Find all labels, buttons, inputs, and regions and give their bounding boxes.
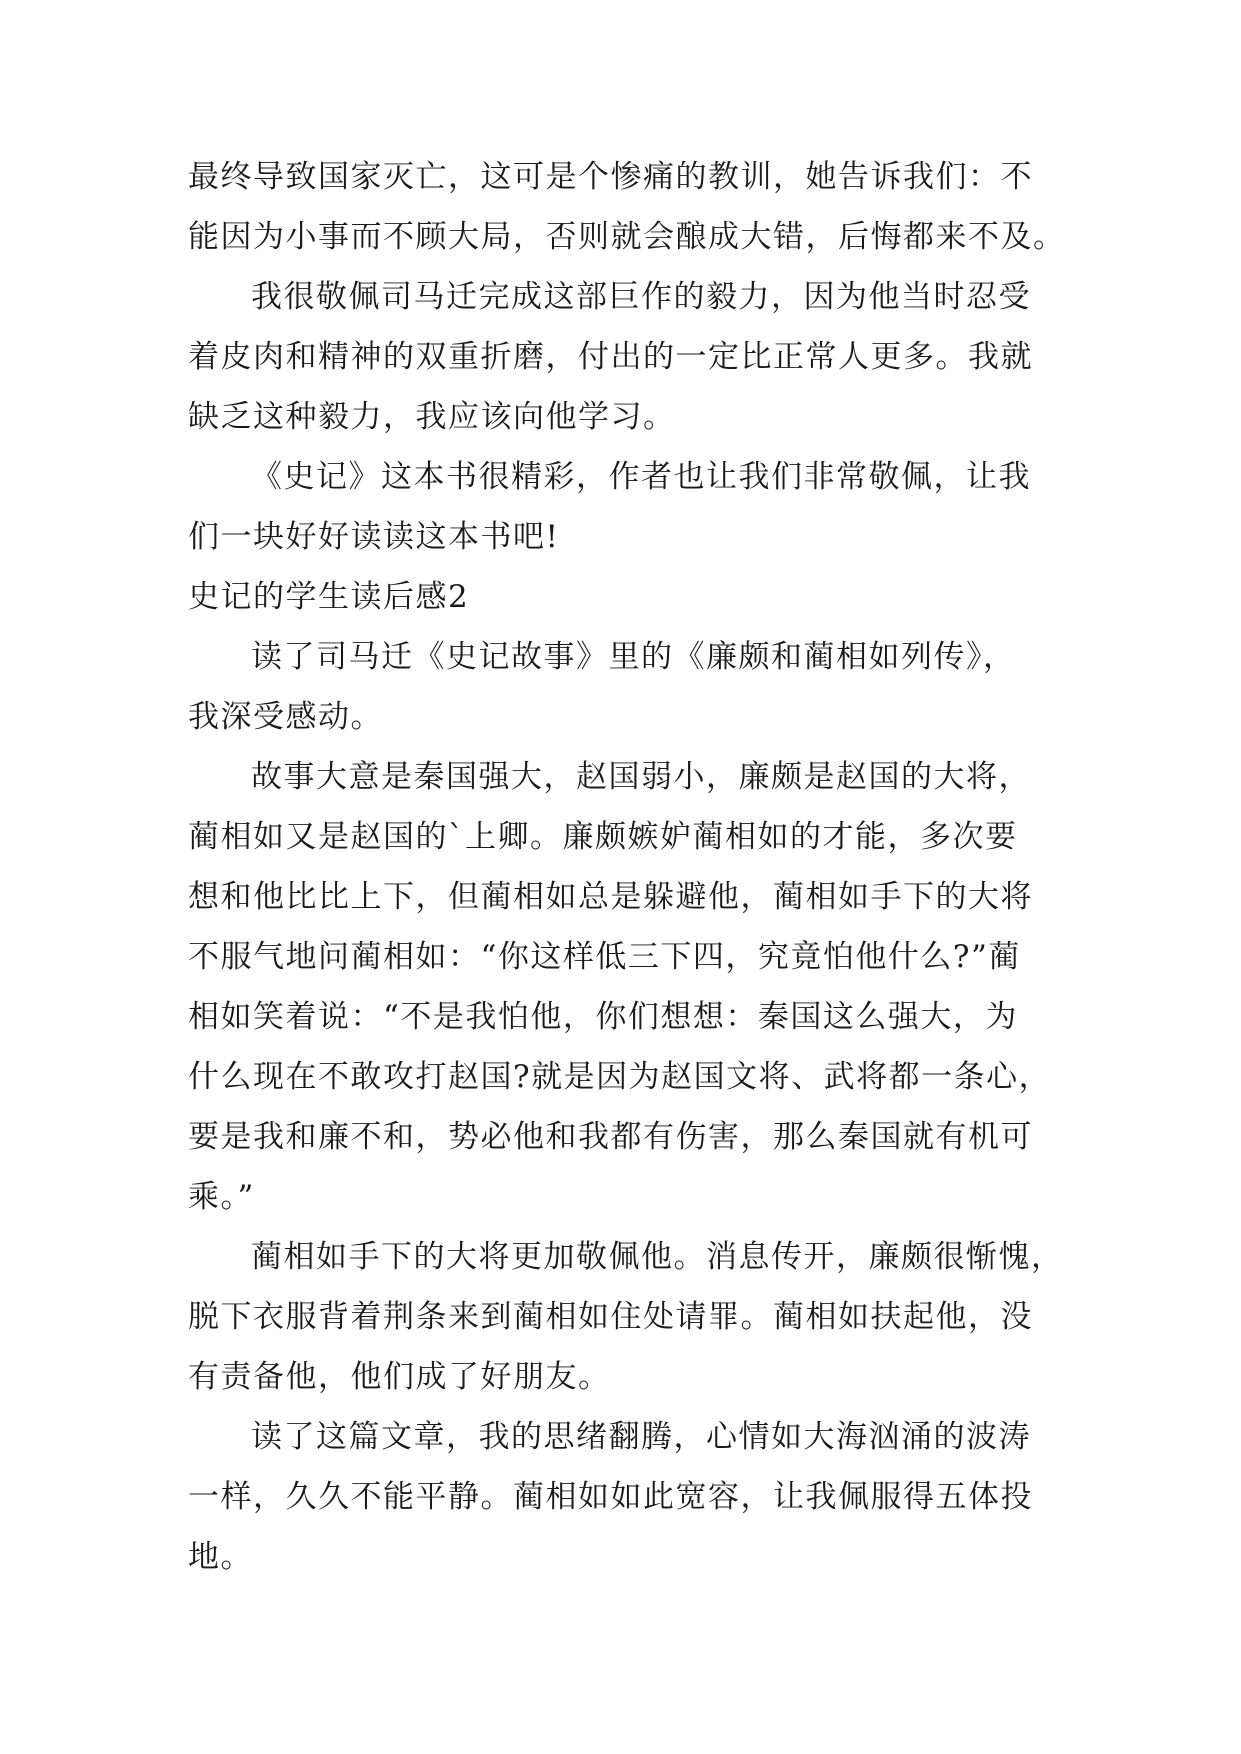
- paragraph-first-line: 《史记》这本书很精彩，作者也让我们非常敬佩，让我: [251, 459, 1031, 495]
- body-text-line: 缺乏这种毅力，我应该向他学习。: [188, 399, 676, 435]
- paragraph-first-line: 故事大意是秦国强大，赵国弱小，廉颇是赵国的大将，: [251, 759, 1031, 795]
- body-text-line: 乘。”: [188, 1179, 255, 1215]
- paragraph-first-line: 读了司马迁《史记故事》里的《廉颇和蔺相如列传》，: [251, 639, 1016, 675]
- paragraph-first-line: 蔺相如手下的大将更加敬佩他。消息传开，廉颇很惭愧，: [251, 1239, 1064, 1275]
- body-text-line: 相如笑着说：“不是我怕他，你们想想：秦国这么强大，为: [188, 999, 1018, 1035]
- body-text-line: 不服气地问蔺相如：“你这样低三下四，究竟怕他什么?”蔺: [188, 939, 1021, 975]
- body-text-line: 能因为小事而不顾大局，否则就会酿成大错，后悔都来不及。: [188, 219, 1066, 255]
- body-text-line: 有责备他，他们成了好朋友。: [188, 1359, 611, 1395]
- body-text-line: 一样，久久不能平静。蔺相如如此宽容，让我佩服得五体投: [188, 1479, 1033, 1515]
- body-text-line: 地。: [188, 1539, 253, 1575]
- body-text-line: 蔺相如又是赵国的`上卿。廉颇嫉妒蔺相如的才能，多次要: [188, 819, 1018, 855]
- body-text-line: 脱下衣服背着荆条来到蔺相如住处请罪。蔺相如扶起他，没: [188, 1299, 1033, 1335]
- body-text-line: 最终导致国家灭亡，这可是个惨痛的教训，她告诉我们：不: [188, 159, 1033, 195]
- body-text-line: 要是我和廉不和，势必他和我都有伤害，那么秦国就有机可: [188, 1119, 1033, 1155]
- body-text-line: 着皮肉和精神的双重折磨，付出的一定比正常人更多。我就: [188, 339, 1033, 375]
- body-text-line: 想和他比比上下，但蔺相如总是躲避他，蔺相如手下的大将: [188, 879, 1033, 915]
- body-text-line: 们一块好好读读这本书吧!: [188, 519, 560, 555]
- body-text-line: 我深受感动。: [188, 699, 383, 735]
- paragraph-first-line: 读了这篇文章，我的思绪翻腾，心情如大海汹涌的波涛: [251, 1419, 1031, 1455]
- body-text-line: 什么现在不敢攻打赵国?就是因为赵国文将、武将都一条心，: [188, 1059, 1052, 1095]
- section-heading: 史记的学生读后感2: [188, 579, 470, 615]
- paragraph-first-line: 我很敬佩司马迁完成这部巨作的毅力，因为他当时忍受: [251, 279, 1031, 315]
